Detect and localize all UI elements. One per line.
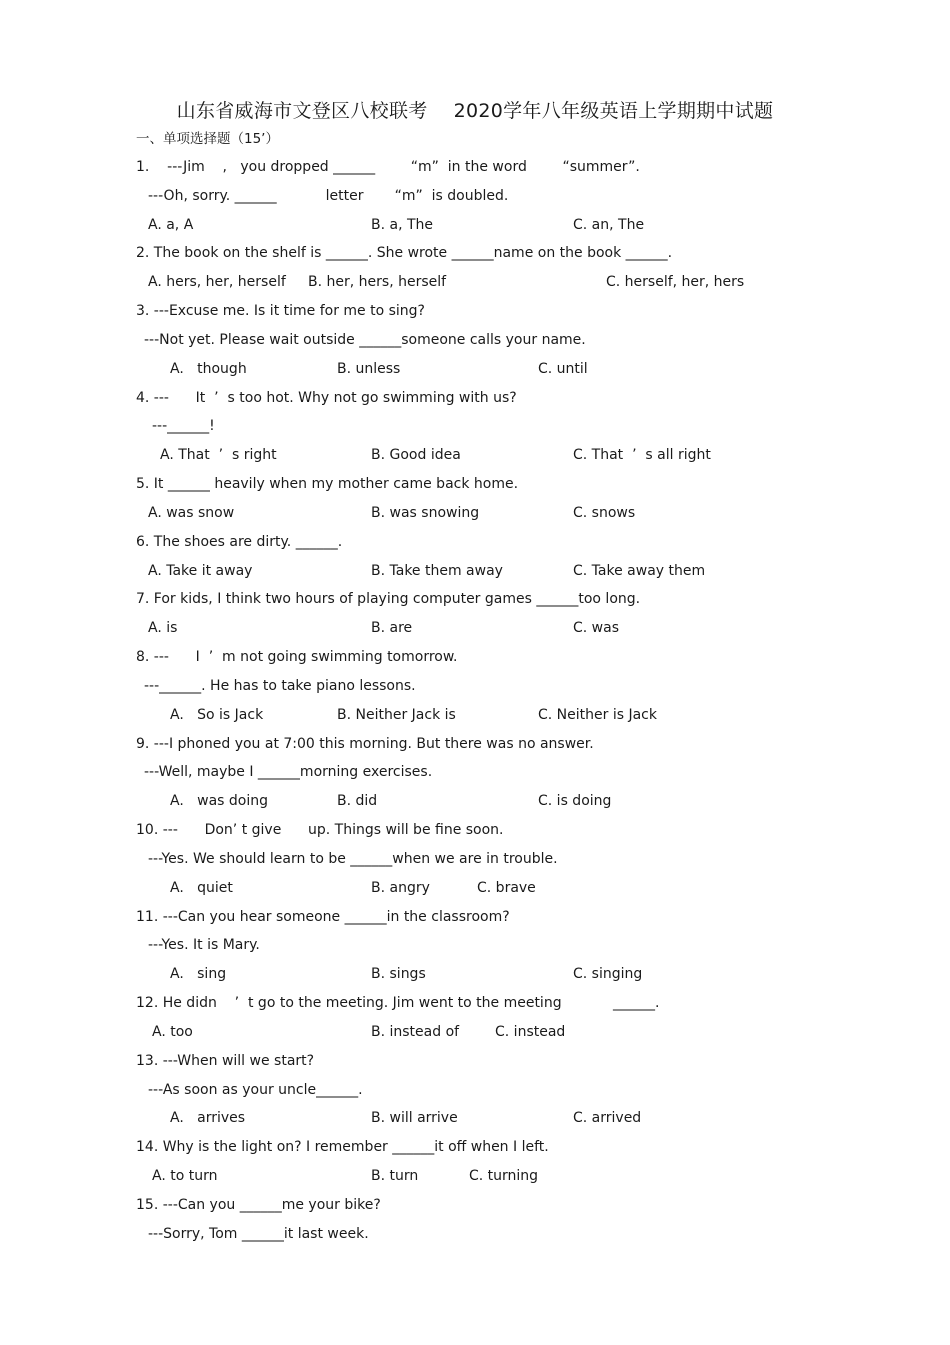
text-line-29-3: C. singing bbox=[573, 966, 643, 983]
text-line-13-3: C. snows bbox=[573, 504, 636, 521]
text-line-14-1: 6. The shoes are dirty. ______. bbox=[136, 533, 343, 550]
text-line-15-2: B. Take them away bbox=[371, 562, 503, 579]
text-line-6-1: 3. ---Excuse me. Is it time for me to sing? bbox=[136, 303, 425, 320]
text-line-36-3: C. turning bbox=[469, 1168, 539, 1185]
text-line-27-1: 11. ---Can you hear someone ______in the classroom? bbox=[136, 908, 510, 925]
text-line-23-1: A. was doing bbox=[170, 793, 269, 810]
text-line-9-1: 4. --- It ’ s too hot. Why not go swimming with us? bbox=[136, 389, 517, 406]
text-line-34-2: B. will arrive bbox=[371, 1110, 458, 1127]
text-line-7-1: ---Not yet. Please wait outside ______someone calls your name. bbox=[144, 331, 586, 348]
text-line-30-1: 12. He didn ’ t go to the meeting. Jim went to the meeting bbox=[136, 995, 562, 1012]
text-line-13-1: A. was snow bbox=[148, 504, 235, 521]
text-line-21-1: 9. ---I phoned you at 7:00 this morning. But there was no answer. bbox=[136, 735, 594, 752]
text-line-17-2: B. are bbox=[371, 620, 413, 637]
text-line-31-3: C. instead bbox=[495, 1023, 566, 1040]
title-part2: 2020学年八年级英语上学期期中试题 bbox=[453, 100, 774, 122]
text-line-15-1: A. Take it away bbox=[148, 562, 253, 579]
text-line-11-1: A. That ’ s right bbox=[160, 447, 277, 464]
text-line-11-3: C. That ’ s all right bbox=[573, 447, 711, 464]
text-line-3-2: B. a, The bbox=[371, 216, 434, 233]
text-line-20-1: A. So is Jack bbox=[170, 706, 264, 723]
text-line-32-1: 13. ---When will we start? bbox=[136, 1052, 315, 1069]
text-line-30-2: ______. bbox=[613, 995, 660, 1012]
text-line-17-3: C. was bbox=[573, 620, 619, 637]
text-line-37-1: 15. ---Can you ______me your bike? bbox=[136, 1196, 381, 1213]
text-line-26-2: B. angry bbox=[371, 879, 430, 896]
text-line-29-2: B. sings bbox=[371, 966, 426, 983]
text-line-19-1: ---______. He has to take piano lessons. bbox=[144, 677, 416, 694]
text-line-31-2: B. instead of bbox=[371, 1023, 460, 1040]
text-line-23-3: C. is doing bbox=[538, 793, 612, 810]
text-line-25-1: ---Yes. We should learn to be ______when we are in trouble. bbox=[148, 850, 558, 867]
text-line-18-1: 8. --- I ’ m not going swimming tomorrow. bbox=[136, 649, 458, 666]
text-line-26-3: C. brave bbox=[477, 879, 536, 896]
text-line-13-2: B. was snowing bbox=[371, 504, 480, 521]
text-line-2-1: ---Oh, sorry. ______ letter “m” is doubled. bbox=[148, 187, 509, 204]
text-line-8-1: A. though bbox=[170, 360, 247, 377]
text-line-15-3: C. Take away them bbox=[573, 562, 706, 579]
text-line-10-1: ---______! bbox=[152, 418, 215, 435]
text-line-38-1: ---Sorry, Tom ______it last week. bbox=[148, 1225, 369, 1242]
text-line-20-3: C. Neither is Jack bbox=[538, 706, 657, 723]
text-line-34-1: A. arrives bbox=[170, 1110, 246, 1127]
text-line-36-2: B. turn bbox=[371, 1168, 419, 1185]
text-line-20-2: B. Neither Jack is bbox=[337, 706, 456, 723]
text-line-1-1: 1. ---Jim , you dropped ______ “m” in the word “summer”. bbox=[136, 159, 640, 175]
text-line-5-1: A. hers, her, herself B. her, hers, herself bbox=[148, 274, 447, 291]
text-line-36-1: A. to turn bbox=[152, 1168, 218, 1185]
text-line-8-3: C. until bbox=[538, 360, 588, 377]
section-heading: 一、单项选择题（15’） bbox=[136, 131, 279, 147]
text-line-4-1: 2. The book on the shelf is ______. She wrote ______name on the book ______. bbox=[136, 245, 673, 262]
text-line-24-1: 10. --- Don’ t give up. Things will be fine soon. bbox=[136, 822, 504, 839]
text-line-29-1: A. sing bbox=[170, 966, 227, 983]
text-line-35-1: 14. Why is the light on? I remember ______it off when I left. bbox=[136, 1139, 549, 1156]
text-line-5-2: C. herself, her, hers bbox=[606, 274, 745, 291]
text-line-26-1: A. quiet bbox=[170, 879, 233, 896]
title-part1: 山东省威海市文登区八校联考 bbox=[176, 100, 428, 122]
text-line-17-1: A. is bbox=[148, 620, 178, 637]
text-line-23-2: B. did bbox=[337, 793, 378, 810]
text-line-8-2: B. unless bbox=[337, 360, 401, 377]
text-line-3-3: C. an, The bbox=[573, 216, 645, 233]
text-line-34-3: C. arrived bbox=[573, 1110, 642, 1127]
text-line-28-1: ---Yes. It is Mary. bbox=[148, 937, 260, 954]
text-line-12-1: 5. It ______ heavily when my mother came back home. bbox=[136, 476, 519, 493]
text-line-16-1: 7. For kids, I think two hours of playing computer games ______too long. bbox=[136, 591, 641, 608]
page-title bbox=[0, 96, 950, 123]
text-line-22-1: ---Well, maybe I ______morning exercises. bbox=[144, 764, 433, 781]
text-line-3-1: A. a, A bbox=[148, 216, 194, 233]
text-line-33-1: ---As soon as your uncle______. bbox=[148, 1081, 363, 1098]
text-line-31-1: A. too bbox=[152, 1023, 193, 1040]
text-line-11-2: B. Good idea bbox=[371, 447, 461, 464]
